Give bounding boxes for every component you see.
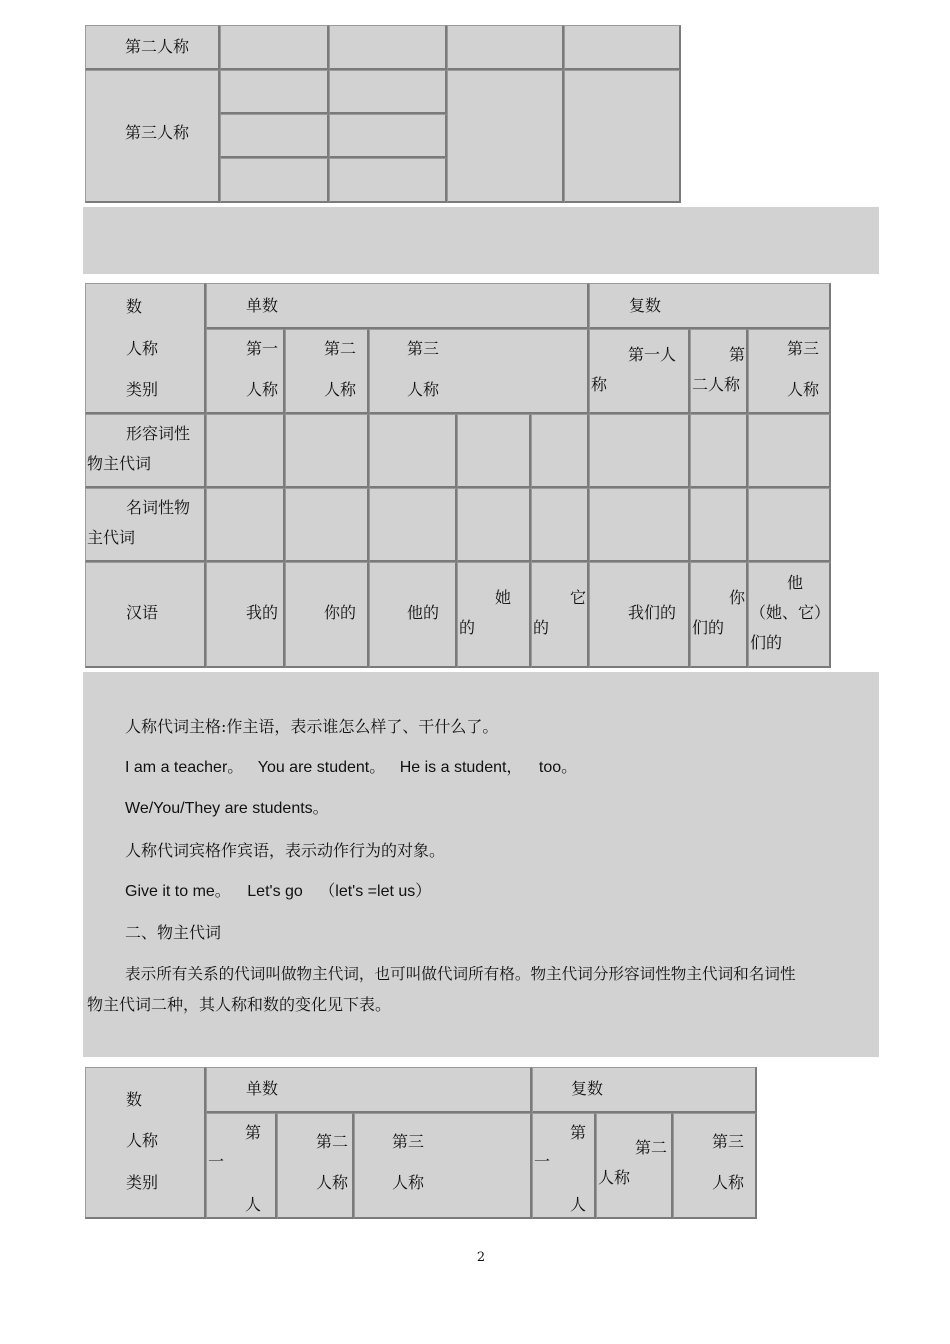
header-text: 第一 bbox=[246, 339, 279, 358]
header-text: 人称 bbox=[407, 380, 440, 399]
table-cell bbox=[329, 158, 447, 203]
table-cell bbox=[457, 414, 531, 488]
table-cell bbox=[531, 488, 589, 562]
page-number: 2 bbox=[476, 1250, 486, 1265]
header-text: 第二 bbox=[316, 1132, 349, 1151]
row-label-third-person: 第三人称 bbox=[125, 123, 190, 142]
header-plural-label: 复数 bbox=[571, 1079, 604, 1098]
paragraph: 物主代词二种，其人称和数的变化见下表。 bbox=[87, 995, 392, 1014]
cell-text: 你的 bbox=[324, 603, 357, 622]
header-text: 第三 bbox=[712, 1132, 745, 1151]
header-person: 人称 bbox=[126, 339, 159, 358]
header-first-person bbox=[206, 1113, 277, 1219]
cell-text: 们的 bbox=[692, 618, 725, 637]
cell-text: （她、它） bbox=[750, 603, 831, 622]
table-cell bbox=[531, 562, 589, 668]
header-plural bbox=[589, 283, 831, 329]
header-plural-second bbox=[596, 1113, 673, 1219]
header-second-person bbox=[277, 1113, 354, 1219]
header-text: 第 bbox=[245, 1123, 262, 1142]
paragraph-example bbox=[125, 758, 577, 778]
row-label-noun-possessive bbox=[85, 488, 206, 562]
row-label-chinese bbox=[85, 562, 206, 668]
header-text: 第三 bbox=[787, 339, 820, 358]
table-cell bbox=[206, 414, 285, 488]
header-text: 人称 bbox=[324, 380, 357, 399]
row-label-text: 汉语 bbox=[126, 603, 159, 622]
row-label-text: 形容词性 bbox=[126, 424, 191, 443]
header-text: 一 bbox=[208, 1152, 225, 1171]
table-cell bbox=[285, 414, 369, 488]
table-cell bbox=[447, 70, 564, 203]
table-cell bbox=[748, 562, 831, 668]
table-cell bbox=[369, 562, 457, 668]
table-cell bbox=[220, 70, 329, 114]
paragraph-example: We/You/They are students。 bbox=[125, 800, 329, 817]
table-cell bbox=[690, 414, 748, 488]
header-text: 人 bbox=[570, 1195, 587, 1214]
cell-text: 我们的 bbox=[628, 603, 677, 622]
section-heading: 二、物主代词 bbox=[125, 923, 222, 942]
header-number: 数 bbox=[126, 1090, 143, 1109]
example-text: You are student。 bbox=[257, 759, 386, 776]
table-cell bbox=[85, 25, 220, 70]
table-cell bbox=[457, 488, 531, 562]
header-plural-label: 复数 bbox=[629, 296, 662, 315]
cell-text: 他的 bbox=[407, 603, 440, 622]
cell-text: 我的 bbox=[246, 603, 279, 622]
row-label-adjective-possessive bbox=[85, 414, 206, 488]
header-plural bbox=[532, 1067, 757, 1113]
header-third-person bbox=[354, 1113, 532, 1219]
header-text: 人称 bbox=[787, 380, 820, 399]
header-second-person bbox=[285, 329, 369, 414]
table-header-corner bbox=[85, 1067, 206, 1219]
header-plural-third bbox=[748, 329, 831, 414]
table-header-corner bbox=[85, 283, 206, 414]
table-cell bbox=[329, 25, 447, 70]
table-cell bbox=[589, 414, 690, 488]
cell-text: 你 bbox=[729, 588, 746, 607]
header-plural-third bbox=[673, 1113, 757, 1219]
header-text: 人称 bbox=[392, 1173, 425, 1192]
header-text: 第三 bbox=[392, 1132, 425, 1151]
row-label-text: 主代词 bbox=[87, 528, 136, 547]
header-singular bbox=[206, 283, 589, 329]
table-cell bbox=[220, 114, 329, 158]
table-cell bbox=[564, 25, 681, 70]
header-singular-label: 单数 bbox=[246, 296, 279, 315]
row-label-text: 物主代词 bbox=[87, 454, 152, 473]
example-text: （let's =let us） bbox=[319, 883, 432, 900]
table-cell bbox=[690, 488, 748, 562]
header-text: 第 bbox=[729, 345, 746, 364]
table-cell bbox=[531, 414, 589, 488]
row-label-second-person: 第二人称 bbox=[125, 37, 190, 56]
header-third-person bbox=[369, 329, 589, 414]
table-cell bbox=[220, 25, 329, 70]
header-plural-second bbox=[690, 329, 748, 414]
table-cell bbox=[564, 70, 681, 203]
example-text: I am a teacher。 bbox=[125, 759, 244, 776]
paragraph-example bbox=[125, 882, 431, 902]
table-cell bbox=[206, 562, 285, 668]
paragraph: 人称代词宾格作宾语，表示动作行为的对象。 bbox=[125, 841, 446, 860]
table-cell bbox=[206, 488, 285, 562]
header-text: 人 bbox=[245, 1195, 262, 1214]
header-text: 人称 bbox=[246, 380, 279, 399]
table-cell bbox=[748, 488, 831, 562]
table-cell bbox=[447, 25, 564, 70]
cell-text: 她 bbox=[495, 588, 512, 607]
cell-text: 们的 bbox=[750, 633, 783, 652]
cell-text: 他 bbox=[787, 573, 804, 592]
header-text: 第二 bbox=[324, 339, 357, 358]
paragraph: 人称代词主格:作主语，表示谁怎么样了、干什么了。 bbox=[125, 717, 499, 736]
table-cell bbox=[589, 488, 690, 562]
header-text: 第三 bbox=[407, 339, 440, 358]
header-text: 第二 bbox=[635, 1138, 668, 1157]
header-singular bbox=[206, 1067, 532, 1113]
header-singular-label: 单数 bbox=[246, 1079, 279, 1098]
row-label-text: 名词性物 bbox=[126, 498, 191, 517]
table-cell bbox=[220, 158, 329, 203]
table-cell bbox=[285, 488, 369, 562]
cell-text: 的 bbox=[459, 618, 476, 637]
header-text: 人称 bbox=[316, 1173, 349, 1192]
example-text: too。 bbox=[538, 759, 578, 776]
header-text: 一 bbox=[534, 1152, 551, 1171]
table-cell bbox=[329, 114, 447, 158]
header-text: 人称 bbox=[712, 1173, 745, 1192]
header-text: 人称 bbox=[598, 1168, 631, 1187]
example-text: He is a student， bbox=[399, 759, 523, 776]
table-cell bbox=[85, 70, 220, 203]
header-plural-first bbox=[589, 329, 690, 414]
header-first-person bbox=[206, 329, 285, 414]
table-cell bbox=[285, 562, 369, 668]
table-cell bbox=[690, 562, 748, 668]
header-text: 第一人 bbox=[628, 345, 677, 364]
table-cell bbox=[329, 70, 447, 114]
header-text: 第 bbox=[570, 1123, 587, 1142]
header-text: 称 bbox=[591, 375, 608, 394]
header-person: 人称 bbox=[126, 1131, 159, 1150]
header-category: 类别 bbox=[126, 1173, 159, 1192]
cell-text: 的 bbox=[533, 618, 550, 637]
header-number: 数 bbox=[126, 297, 143, 316]
gray-block bbox=[83, 207, 879, 274]
table-cell bbox=[748, 414, 831, 488]
header-plural-first bbox=[532, 1113, 596, 1219]
table-cell bbox=[589, 562, 690, 668]
cell-text: 它 bbox=[570, 588, 587, 607]
header-text: 二人称 bbox=[692, 375, 741, 394]
table-cell bbox=[369, 488, 457, 562]
table-cell bbox=[369, 414, 457, 488]
table-cell bbox=[457, 562, 531, 668]
example-text: Let's go bbox=[247, 883, 303, 900]
header-category: 类别 bbox=[126, 380, 159, 399]
example-text: Give it to me。 bbox=[125, 883, 231, 900]
paragraph: 表示所有关系的代词叫做物主代词，也可叫做代词所有格。物主代词分形容词性物主代词和名词性 bbox=[125, 965, 796, 983]
